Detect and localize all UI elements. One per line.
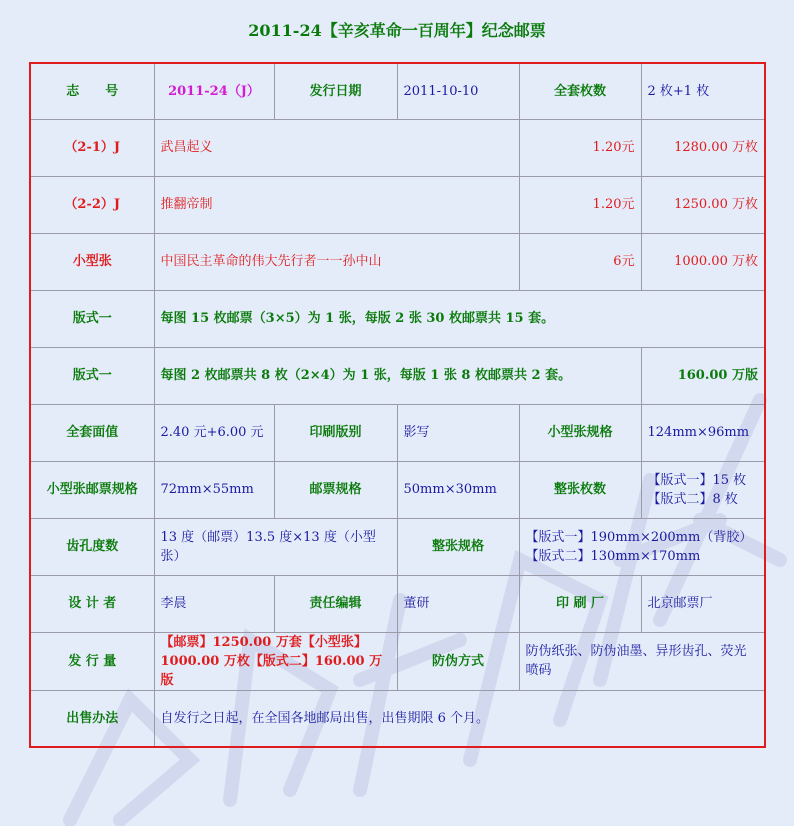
label-circulation: 发 行 量 <box>30 632 154 690</box>
stamp1-price: 1.20元 <box>519 119 641 176</box>
table-row <box>30 690 765 747</box>
value-issue-date: 2011-10-10 <box>397 63 519 119</box>
format2-quantity: 160.00 万版 <box>641 347 765 404</box>
label-sale-method: 出售办法 <box>30 690 154 747</box>
table-row <box>30 632 765 690</box>
label-anti-counterfeit: 防伪方式 <box>397 632 519 690</box>
stamp2-name: 推翻帝制 <box>154 176 519 233</box>
value-designer: 李晨 <box>154 575 274 632</box>
label-designer: 设 计 者 <box>30 575 154 632</box>
value-sheet-count <box>641 461 765 518</box>
sheet-count-format2: 【版式二】8 枚 <box>647 491 738 507</box>
value-sheetlet-size: 124mm×96mm <box>641 404 765 461</box>
format2-label: 版式一 <box>30 347 154 404</box>
table-row <box>30 518 765 575</box>
label-perforation: 齿孔度数 <box>30 518 154 575</box>
stamp1-name: 武昌起义 <box>154 119 519 176</box>
value-circulation: 【邮票】1250.00 万套【小型张】1000.00 万枚【版式二】160.00 万版 <box>154 632 397 690</box>
table-row <box>30 404 765 461</box>
table-row <box>30 119 765 176</box>
page-title: 2011-24【辛亥革命一百周年】纪念邮票 <box>248 21 546 40</box>
label-editor: 责任编辑 <box>274 575 397 632</box>
stamp-info-table <box>29 62 766 748</box>
sheetlet-name: 中国民主革命的伟大先行者一一孙中山 <box>154 233 519 290</box>
stamp2-code: （2-2）J <box>30 176 154 233</box>
label-print-method: 印刷版别 <box>274 404 397 461</box>
label-sheetlet-stamp-size: 小型张邮票规格 <box>30 461 154 518</box>
label-sheet-count: 整张枚数 <box>519 461 641 518</box>
table-row <box>30 63 765 119</box>
value-editor: 董研 <box>397 575 519 632</box>
table-row <box>30 290 765 347</box>
value-face-value: 2.40 元+6.00 元 <box>154 404 274 461</box>
value-perforation: 13 度（邮票）13.5 度×13 度（小型张） <box>154 518 397 575</box>
stamp1-quantity: 1280.00 万枚 <box>641 119 765 176</box>
value-sheet-size: 【版式一】190mm×200mm（背胶）【版式二】130mm×170mm <box>519 518 765 575</box>
value-printer: 北京邮票厂 <box>641 575 765 632</box>
stamp2-price: 1.20元 <box>519 176 641 233</box>
table-row <box>30 233 765 290</box>
label-set-count: 全套枚数 <box>519 63 641 119</box>
sheetlet-quantity: 1000.00 万枚 <box>641 233 765 290</box>
stamp2-quantity: 1250.00 万枚 <box>641 176 765 233</box>
label-issue-date: 发行日期 <box>274 63 397 119</box>
sheetlet-price: 6元 <box>519 233 641 290</box>
value-stamp-size: 50mm×30mm <box>397 461 519 518</box>
value-anti-counterfeit: 防伪纸张、防伪油墨、异形齿孔、荧光喷码 <box>519 632 765 690</box>
sheet-count-format1: 【版式一】15 枚 <box>647 472 747 488</box>
sheetlet-code: 小型张 <box>30 233 154 290</box>
label-sheet-size: 整张规格 <box>397 518 519 575</box>
value-sheetlet-stamp-size: 72mm×55mm <box>154 461 274 518</box>
label-printer: 印 刷 厂 <box>519 575 641 632</box>
label-face-value: 全套面值 <box>30 404 154 461</box>
format1-text: 每图 15 枚邮票（3×5）为 1 张，每版 2 张 30 枚邮票共 15 套。 <box>154 290 765 347</box>
stamp1-code: （2-1）J <box>30 119 154 176</box>
value-set-count: 2 枚+1 枚 <box>641 63 765 119</box>
table-row <box>30 176 765 233</box>
label-stamp-size: 邮票规格 <box>274 461 397 518</box>
value-serial: 2011-24（J） <box>154 63 274 119</box>
value-sale-method: 自发行之日起，在全国各地邮局出售，出售期限 6 个月。 <box>154 690 765 747</box>
value-print-method: 影写 <box>397 404 519 461</box>
format2-text: 每图 2 枚邮票共 8 枚（2×4）为 1 张，每版 1 张 8 枚邮票共 2 套。 <box>154 347 641 404</box>
label-serial: 志 号 <box>30 63 154 119</box>
format1-label: 版式一 <box>30 290 154 347</box>
table-row <box>30 575 765 632</box>
table-row <box>30 461 765 518</box>
label-sheetlet-size: 小型张规格 <box>519 404 641 461</box>
table-row <box>30 347 765 404</box>
